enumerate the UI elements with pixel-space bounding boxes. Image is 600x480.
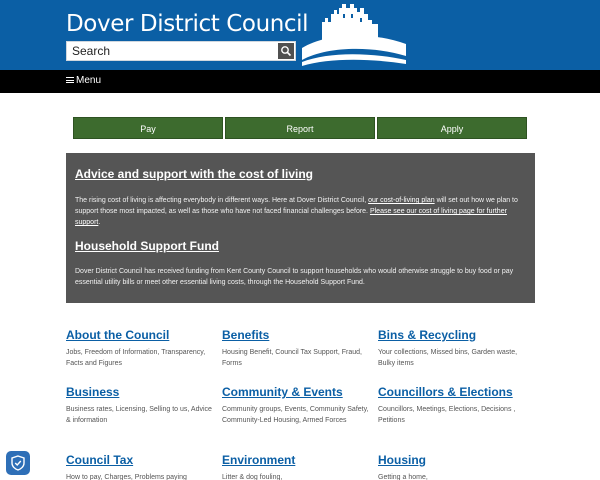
search-box (66, 41, 296, 61)
menu-button[interactable] (66, 75, 101, 86)
service-links[interactable]: Community groups, Events, Community Safety, Community-Led Housing, Armed Forces (222, 406, 369, 424)
service-links[interactable]: Getting a home, (378, 474, 428, 480)
service-benefits (222, 328, 372, 369)
service-bins-recycling (378, 328, 528, 369)
service-links[interactable]: Your collections, Missed bins, Garden waste, Bulky items (378, 349, 518, 367)
notice-paragraph (75, 195, 527, 228)
pay-button[interactable]: Pay (73, 117, 223, 139)
service-title[interactable]: Environment (222, 453, 296, 467)
cost-of-living-plan-link[interactable]: our cost-of-living plan (368, 197, 435, 204)
notice-text-end: . (98, 219, 101, 226)
service-title[interactable]: Business (66, 385, 120, 399)
report-button[interactable]: Report (225, 117, 375, 139)
menu-label: Menu (76, 75, 102, 86)
service-title[interactable]: Community & Events (222, 385, 343, 399)
site-header (0, 0, 600, 70)
notice-heading[interactable]: Advice and support with the cost of living (75, 167, 314, 181)
service-business (66, 385, 216, 426)
service-title[interactable]: Council Tax (66, 453, 134, 467)
service-links[interactable]: Jobs, Freedom of Information, Transparency, Facts and Figures (66, 349, 206, 367)
service-about-council (66, 328, 216, 369)
apply-button[interactable]: Apply (377, 117, 527, 139)
service-community-events (222, 385, 372, 426)
service-links[interactable]: Councillors, Meetings, Elections, Decisions , Petitions (378, 406, 516, 424)
service-links[interactable]: How to pay, Charges, Problems paying (66, 474, 187, 480)
service-environment (222, 453, 372, 480)
service-title[interactable]: Councillors & Elections (378, 385, 513, 399)
search-input[interactable] (67, 42, 275, 60)
service-housing (378, 453, 528, 480)
council-logo-castle-icon[interactable] (298, 2, 408, 68)
notice-text: The rising cost of living is affecting everybody in different ways. Here at Dover District Council, (75, 197, 369, 204)
household-support-heading[interactable]: Household Support Fund (75, 239, 219, 253)
search-button[interactable] (278, 43, 294, 59)
shield-icon (11, 455, 25, 471)
service-councillors-elections (378, 385, 528, 426)
service-council-tax (66, 453, 216, 480)
hamburger-icon (66, 77, 74, 83)
privacy-settings-button[interactable] (6, 451, 30, 475)
site-title[interactable]: Dover District Council (66, 11, 309, 37)
service-links[interactable]: Housing Benefit, Council Tax Support, Fraud, Forms (222, 349, 362, 367)
service-title[interactable]: Housing (378, 453, 426, 467)
service-links[interactable]: Business rates, Licensing, Selling to us, Advice & information (66, 406, 212, 424)
service-title[interactable]: About the Council (66, 328, 170, 342)
household-support-paragraph: Dover District Council has received funding from Kent County Council to support households who would otherwise struggle to buy food or pay essential utility bills or meet other essential living costs, through the Household Support Fund. (75, 268, 514, 286)
notice-text-2: will set out how we plan to support those most impacted, as well as those who have not faced financial challenges before. (75, 197, 518, 215)
service-title[interactable]: Bins & Recycling (378, 328, 477, 342)
service-links[interactable]: Litter & dog fouling, (222, 474, 283, 480)
service-title[interactable]: Benefits (222, 328, 270, 342)
main-navbar (0, 70, 600, 93)
cost-of-living-page-link[interactable]: Please see our cost of living page for further support (75, 208, 507, 226)
search-icon (280, 45, 292, 57)
cost-of-living-notice (66, 153, 535, 303)
